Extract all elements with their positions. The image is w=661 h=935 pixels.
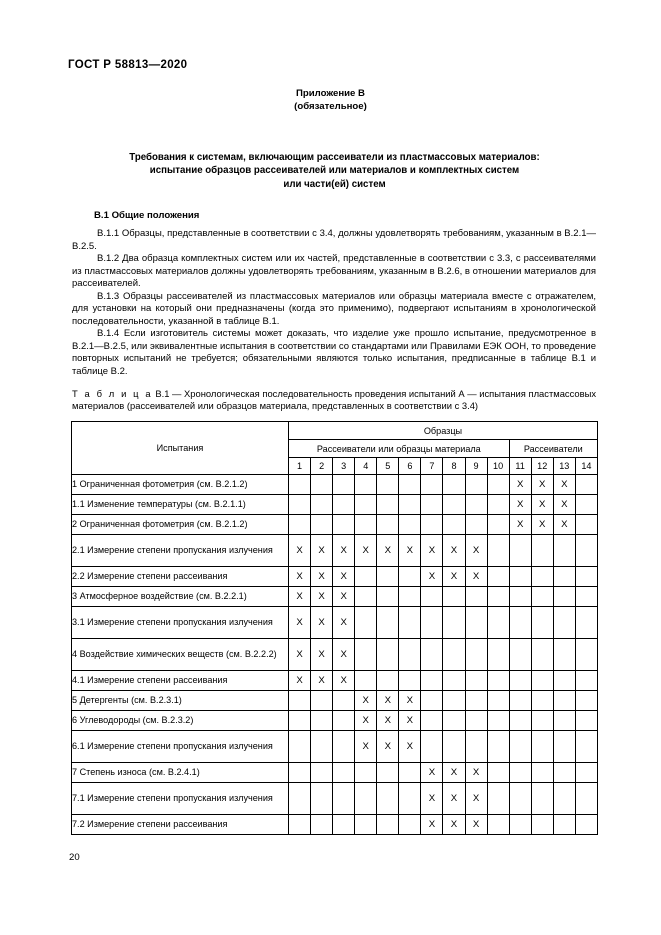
cell-marked: X [553,495,575,515]
row-label: 3 Атмосферное воздействие (см. В.2.2.1) [72,587,289,607]
cell-marked: X [311,639,333,671]
cell-empty [421,475,443,495]
cell-marked: X [443,763,465,783]
cell-empty [465,671,487,691]
header-samples: Образцы [289,422,598,440]
cell-empty [531,731,553,763]
cell-empty [509,671,531,691]
cell-marked: X [333,671,355,691]
cell-empty [531,711,553,731]
table-row [72,475,598,495]
header-group-diffusers-or-material: Рассеиватели или образцы материала [289,440,510,458]
row-label: 1.1 Изменение температуры (см. В.2.1.1) [72,495,289,515]
header-col-1: 1 [289,458,311,475]
row-label: 4 Воздействие химических веществ (см. В.2.2.2) [72,639,289,671]
cell-empty [443,607,465,639]
cell-marked: X [553,475,575,495]
cell-empty [465,515,487,535]
section-heading: В.1 Общие положения [94,210,200,221]
cell-empty [509,763,531,783]
cell-marked: X [377,731,399,763]
cell-empty [575,639,597,671]
table-header-row-1 [72,422,598,440]
header-col-12: 12 [531,458,553,475]
section-body [72,228,596,379]
cell-empty [355,639,377,671]
cell-empty [553,639,575,671]
row-label: 2.2 Измерение степени рассеивания [72,567,289,587]
header-col-5: 5 [377,458,399,475]
cell-empty [487,535,509,567]
header-col-11: 11 [509,458,531,475]
annex-title: Приложение В [296,88,365,99]
cell-empty [443,475,465,495]
cell-empty [399,515,421,535]
cell-empty [487,763,509,783]
cell-marked: X [311,607,333,639]
cell-empty [311,495,333,515]
cell-empty [531,671,553,691]
cell-empty [575,815,597,835]
cell-empty [289,783,311,815]
cell-empty [443,691,465,711]
cell-empty [355,607,377,639]
cell-empty [355,815,377,835]
cell-empty [311,711,333,731]
table-row [72,763,598,783]
cell-empty [487,495,509,515]
cell-empty [289,691,311,711]
cell-empty [553,535,575,567]
cell-empty [465,691,487,711]
cell-marked: X [333,607,355,639]
cell-empty [443,639,465,671]
cell-empty [553,711,575,731]
cell-empty [355,515,377,535]
cell-empty [553,607,575,639]
cell-empty [377,607,399,639]
cell-marked: X [531,495,553,515]
cell-marked: X [399,691,421,711]
cell-empty [465,731,487,763]
cell-empty [509,691,531,711]
table-row [72,495,598,515]
cell-empty [487,475,509,495]
cell-empty [443,587,465,607]
cell-empty [443,495,465,515]
cell-marked: X [311,535,333,567]
cell-marked: X [333,639,355,671]
cell-empty [333,691,355,711]
cell-empty [465,587,487,607]
header-col-14: 14 [575,458,597,475]
chronological-test-table [71,421,598,835]
cell-marked: X [531,515,553,535]
header-col-7: 7 [421,458,443,475]
cell-marked: X [443,567,465,587]
cell-empty [399,783,421,815]
cell-marked: X [289,535,311,567]
cell-empty [311,691,333,711]
cell-empty [531,639,553,671]
cell-empty [377,671,399,691]
cell-empty [531,815,553,835]
cell-empty [509,815,531,835]
table-caption [72,388,596,413]
cell-empty [421,731,443,763]
cell-marked: X [465,567,487,587]
cell-empty [575,731,597,763]
cell-empty [553,567,575,587]
cell-empty [443,515,465,535]
cell-empty [509,639,531,671]
cell-empty [399,607,421,639]
cell-empty [355,783,377,815]
cell-empty [333,815,355,835]
cell-empty [575,711,597,731]
row-label: 7.2 Измерение степени рассеивания [72,815,289,835]
cell-empty [575,567,597,587]
row-label: 2 Ограниченная фотометрия (см. В.2.1.2) [72,515,289,535]
cell-empty [509,567,531,587]
row-label: 4.1 Измерение степени рассеивания [72,671,289,691]
cell-marked: X [377,535,399,567]
paragraph-b-1-3: В.1.3 Образцы рассеивателей из пластмассовых материалов или образцы материала вместе с отражателем, для установки на который они предназначены (когда это применимо), подвергают испытаниям в хронологической последовательности, указанной в таблице В.1. [72,290,596,327]
cell-empty [399,815,421,835]
header-col-4: 4 [355,458,377,475]
cell-marked: X [399,731,421,763]
cell-empty [509,711,531,731]
cell-empty [465,495,487,515]
cell-empty [575,691,597,711]
cell-empty [553,691,575,711]
table-row [72,711,598,731]
table-row [72,671,598,691]
document-header: ГОСТ Р 58813—2020 [68,59,188,71]
cell-empty [289,815,311,835]
cell-empty [531,783,553,815]
cell-empty [333,711,355,731]
header-col-8: 8 [443,458,465,475]
cell-empty [399,587,421,607]
cell-empty [289,495,311,515]
cell-empty [333,495,355,515]
cell-empty [487,671,509,691]
cell-marked: X [465,783,487,815]
cell-empty [355,671,377,691]
table-caption-label: Т а б л и ц а [72,388,153,399]
table-row [72,731,598,763]
cell-empty [289,711,311,731]
cell-empty [575,587,597,607]
cell-empty [377,567,399,587]
annex-heading [0,88,661,113]
cell-marked: X [289,567,311,587]
cell-empty [553,815,575,835]
cell-empty [377,495,399,515]
cell-marked: X [355,691,377,711]
cell-marked: X [531,475,553,495]
paragraph-b-1-2: В.1.2 Два образца комплектных систем или их частей, представленные в соответствии с 3.3, с рассеивателями из пластмассовых материалов должны удовлетворять требованиям, указанным в В.2.6, в отношении материалов для рассеивателей. [72,253,596,290]
header-col-6: 6 [399,458,421,475]
cell-empty [355,495,377,515]
cell-empty [355,567,377,587]
cell-empty [575,783,597,815]
cell-marked: X [421,763,443,783]
cell-marked: X [355,535,377,567]
cell-empty [487,587,509,607]
header-col-3: 3 [333,458,355,475]
cell-empty [289,475,311,495]
cell-empty [399,639,421,671]
paragraph-b-1-1: В.1.1 Образцы, представленные в соответствии с 3.4, должны удовлетворять требованиям, указанным в В.2.1—В.2.5. [72,228,596,252]
cell-marked: X [399,535,421,567]
cell-empty [575,607,597,639]
cell-empty [531,607,553,639]
row-label: 1 Ограниченная фотометрия (см. В.2.1.2) [72,475,289,495]
cell-empty [465,607,487,639]
cell-marked: X [377,711,399,731]
cell-marked: X [355,731,377,763]
header-col-13: 13 [553,458,575,475]
cell-empty [377,763,399,783]
cell-marked: X [553,515,575,535]
cell-empty [333,763,355,783]
cell-empty [553,763,575,783]
cell-empty [377,815,399,835]
cell-marked: X [311,671,333,691]
cell-empty [399,475,421,495]
row-label: 3.1 Измерение степени пропускания излучения [72,607,289,639]
cell-marked: X [421,783,443,815]
cell-empty [487,567,509,587]
table-row [72,691,598,711]
cell-empty [487,515,509,535]
cell-marked: X [289,639,311,671]
cell-empty [377,783,399,815]
cell-empty [355,475,377,495]
cell-empty [509,731,531,763]
cell-empty [421,639,443,671]
cell-empty [575,671,597,691]
cell-empty [399,495,421,515]
cell-marked: X [509,495,531,515]
page-title-line-3: или части(ей) систем [283,178,386,190]
cell-empty [487,607,509,639]
row-label: 7 Степень износа (см. В.2.4.1) [72,763,289,783]
cell-empty [333,731,355,763]
cell-marked: X [333,587,355,607]
paragraph-b-1-4: В.1.4 Если изготовитель системы может доказать, что изделие уже прошло испытание, предусмотренное в В.2.1—В.2.5, или эквивалентные испытания в соответствии со стандартами или Правилами ЕЭК ООН, то проведение повторных испытаний не требуется; обязательными являются только испытания, предписанные в таблице В.1 и таблице В.2. [72,328,596,378]
cell-empty [531,567,553,587]
cell-empty [399,567,421,587]
cell-empty [531,763,553,783]
cell-marked: X [421,567,443,587]
row-label: 2.1 Измерение степени пропускания излучения [72,535,289,567]
cell-empty [531,535,553,567]
cell-empty [443,731,465,763]
cell-empty [421,691,443,711]
cell-empty [421,495,443,515]
row-label: 6.1 Измерение степени пропускания излучения [72,731,289,763]
table-row [72,783,598,815]
cell-marked: X [311,567,333,587]
cell-empty [531,587,553,607]
cell-empty [377,587,399,607]
cell-empty [311,475,333,495]
cell-marked: X [443,783,465,815]
cell-empty [333,475,355,495]
table-row [72,515,598,535]
cell-empty [487,711,509,731]
cell-empty [289,731,311,763]
cell-empty [575,763,597,783]
table-head [72,422,598,475]
cell-marked: X [443,535,465,567]
cell-marked: X [465,815,487,835]
cell-empty [289,763,311,783]
cell-empty [421,607,443,639]
cell-empty [575,515,597,535]
cell-empty [465,711,487,731]
cell-empty [575,475,597,495]
cell-empty [509,587,531,607]
page-title-line-2: испытание образцов рассеивателей или материалов и комплектных систем [149,165,520,177]
cell-marked: X [377,691,399,711]
cell-empty [289,515,311,535]
cell-marked: X [333,535,355,567]
row-label: 6 Углеводороды (см. В.2.3.2) [72,711,289,731]
cell-empty [355,587,377,607]
cell-marked: X [311,587,333,607]
cell-empty [553,587,575,607]
cell-empty [487,639,509,671]
cell-marked: X [465,763,487,783]
cell-marked: X [289,587,311,607]
table-container [71,421,597,835]
page-title [72,151,597,191]
table-row [72,587,598,607]
cell-empty [553,731,575,763]
cell-empty [531,691,553,711]
cell-marked: X [509,475,531,495]
header-col-10: 10 [487,458,509,475]
cell-empty [311,515,333,535]
cell-marked: X [399,711,421,731]
cell-empty [421,515,443,535]
cell-empty [553,783,575,815]
cell-empty [377,639,399,671]
cell-marked: X [465,535,487,567]
annex-subtitle: (обязательное) [294,100,367,112]
header-tests: Испытания [72,422,289,475]
cell-empty [487,731,509,763]
cell-empty [465,639,487,671]
cell-empty [509,783,531,815]
cell-empty [443,671,465,691]
cell-empty [311,783,333,815]
cell-empty [311,731,333,763]
cell-marked: X [289,671,311,691]
cell-empty [377,475,399,495]
cell-empty [311,763,333,783]
cell-empty [443,711,465,731]
page-number: 20 [69,852,80,863]
cell-empty [487,783,509,815]
cell-empty [509,535,531,567]
cell-empty [421,587,443,607]
page-title-line-1: Требования к системам, включающим рассеиватели из пластмассовых материалов: [129,152,540,163]
cell-empty [333,515,355,535]
header-group-diffusers: Рассеиватели [509,440,597,458]
cell-empty [575,495,597,515]
cell-empty [575,535,597,567]
cell-empty [421,711,443,731]
cell-marked: X [355,711,377,731]
cell-empty [377,515,399,535]
cell-marked: X [443,815,465,835]
cell-empty [553,671,575,691]
row-label: 7.1 Измерение степени пропускания излучения [72,783,289,815]
cell-empty [487,815,509,835]
cell-empty [399,671,421,691]
cell-empty [355,763,377,783]
header-col-9: 9 [465,458,487,475]
cell-empty [333,783,355,815]
cell-marked: X [289,607,311,639]
table-row [72,567,598,587]
cell-marked: X [333,567,355,587]
cell-empty [487,691,509,711]
cell-marked: X [421,535,443,567]
cell-marked: X [421,815,443,835]
table-row [72,607,598,639]
cell-empty [421,671,443,691]
row-label: 5 Детергенты (см. В.2.3.1) [72,691,289,711]
table-row [72,535,598,567]
table-body [72,475,598,835]
table-caption-text: В.1 — Хронологическая последовательность проведения испытаний А — испытания пластмассовых материалов (рассеивателей или образцов материала, представленных в соответствии с 3.4) [72,388,597,412]
cell-empty [399,763,421,783]
cell-marked: X [509,515,531,535]
header-col-2: 2 [311,458,333,475]
cell-empty [509,607,531,639]
table-row [72,639,598,671]
table-row [72,815,598,835]
cell-empty [311,815,333,835]
cell-empty [465,475,487,495]
